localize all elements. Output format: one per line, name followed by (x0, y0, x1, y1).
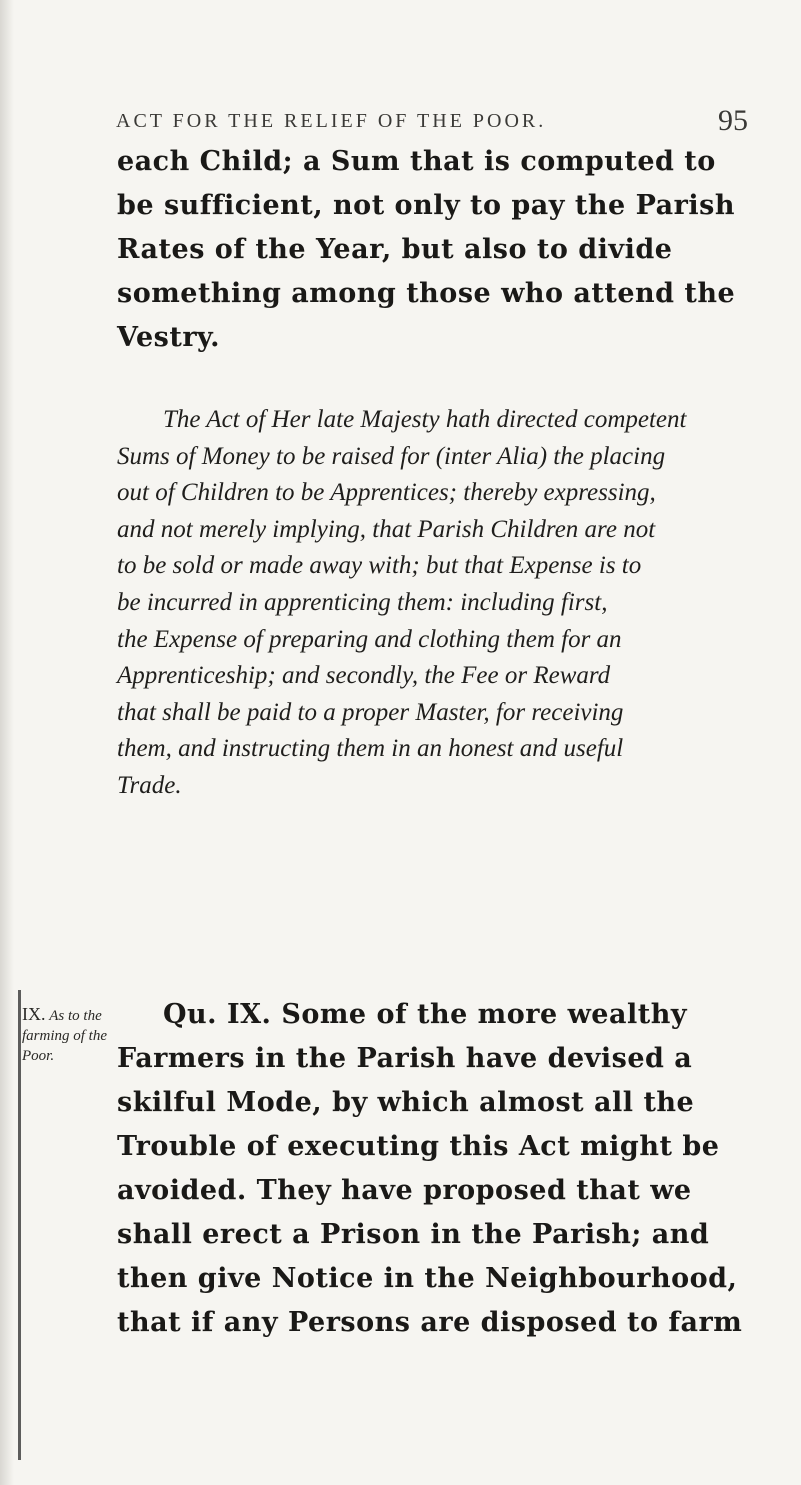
gutter-shadow (0, 0, 14, 1485)
italic-paragraph (117, 402, 757, 805)
running-title: ACT FOR THE RELIEF OF THE POOR. (116, 110, 547, 132)
text-line: to be sold or made away with; but that Expense is to (117, 552, 642, 580)
text-line: skilful Mode, by which almost all the (117, 1087, 695, 1118)
text-line: them, and instructing them in an honest and useful (117, 735, 624, 763)
text-line: out of Children to be Apprentices; thereby expressing, (117, 479, 656, 507)
text-line: Apprenticeship; and secondly, the Fee or Reward (117, 662, 611, 690)
text-line: Rates of the Year, but also to divide (117, 234, 673, 265)
blackletter-paragraph-1 (117, 140, 757, 360)
text-line: the Expense of preparing and clothing them for an (117, 625, 622, 653)
text-line: be incurred in apprenticing them: including first, (117, 588, 608, 616)
page-edge-line (18, 990, 21, 1460)
margin-note (22, 1004, 117, 1066)
text-line: Qu. IX. Some of the more wealthy (163, 999, 688, 1030)
blackletter-paragraph-2 (117, 993, 757, 1345)
text-line: Sums of Money to be raised for (inter Alia) the placing (117, 442, 666, 470)
text-line: The Act of Her late Majesty hath directed competent (163, 406, 687, 433)
text-line: Trade. (117, 771, 182, 799)
text-line: then give Notice in the Neighbourhood, (117, 1263, 738, 1294)
page-number: 95 (718, 104, 748, 137)
text-line: be sufficient, not only to pay the Parish (117, 190, 735, 221)
text-line: that if any Persons are disposed to farm (117, 1307, 743, 1338)
margin-note-number: IX. (22, 1004, 46, 1024)
text-line: that shall be paid to a proper Master, for receiving (117, 698, 624, 726)
text-line: and not merely implying, that Parish Children are not (117, 515, 656, 543)
text-line: Trouble of executing this Act might be (117, 1131, 720, 1162)
text-line: Farmers in the Parish have devised a (117, 1043, 693, 1074)
text-line: avoided. They have proposed that we (117, 1175, 692, 1206)
running-header (116, 104, 748, 138)
text-line: each Child; a Sum that is computed to (117, 146, 716, 177)
text-line: Vestry. (117, 322, 221, 353)
text-line: shall erect a Prison in the Parish; and (117, 1219, 710, 1250)
margin-note-text: As to the farming of the Poor. (22, 1008, 107, 1064)
text-line: something among those who attend the (117, 278, 736, 309)
